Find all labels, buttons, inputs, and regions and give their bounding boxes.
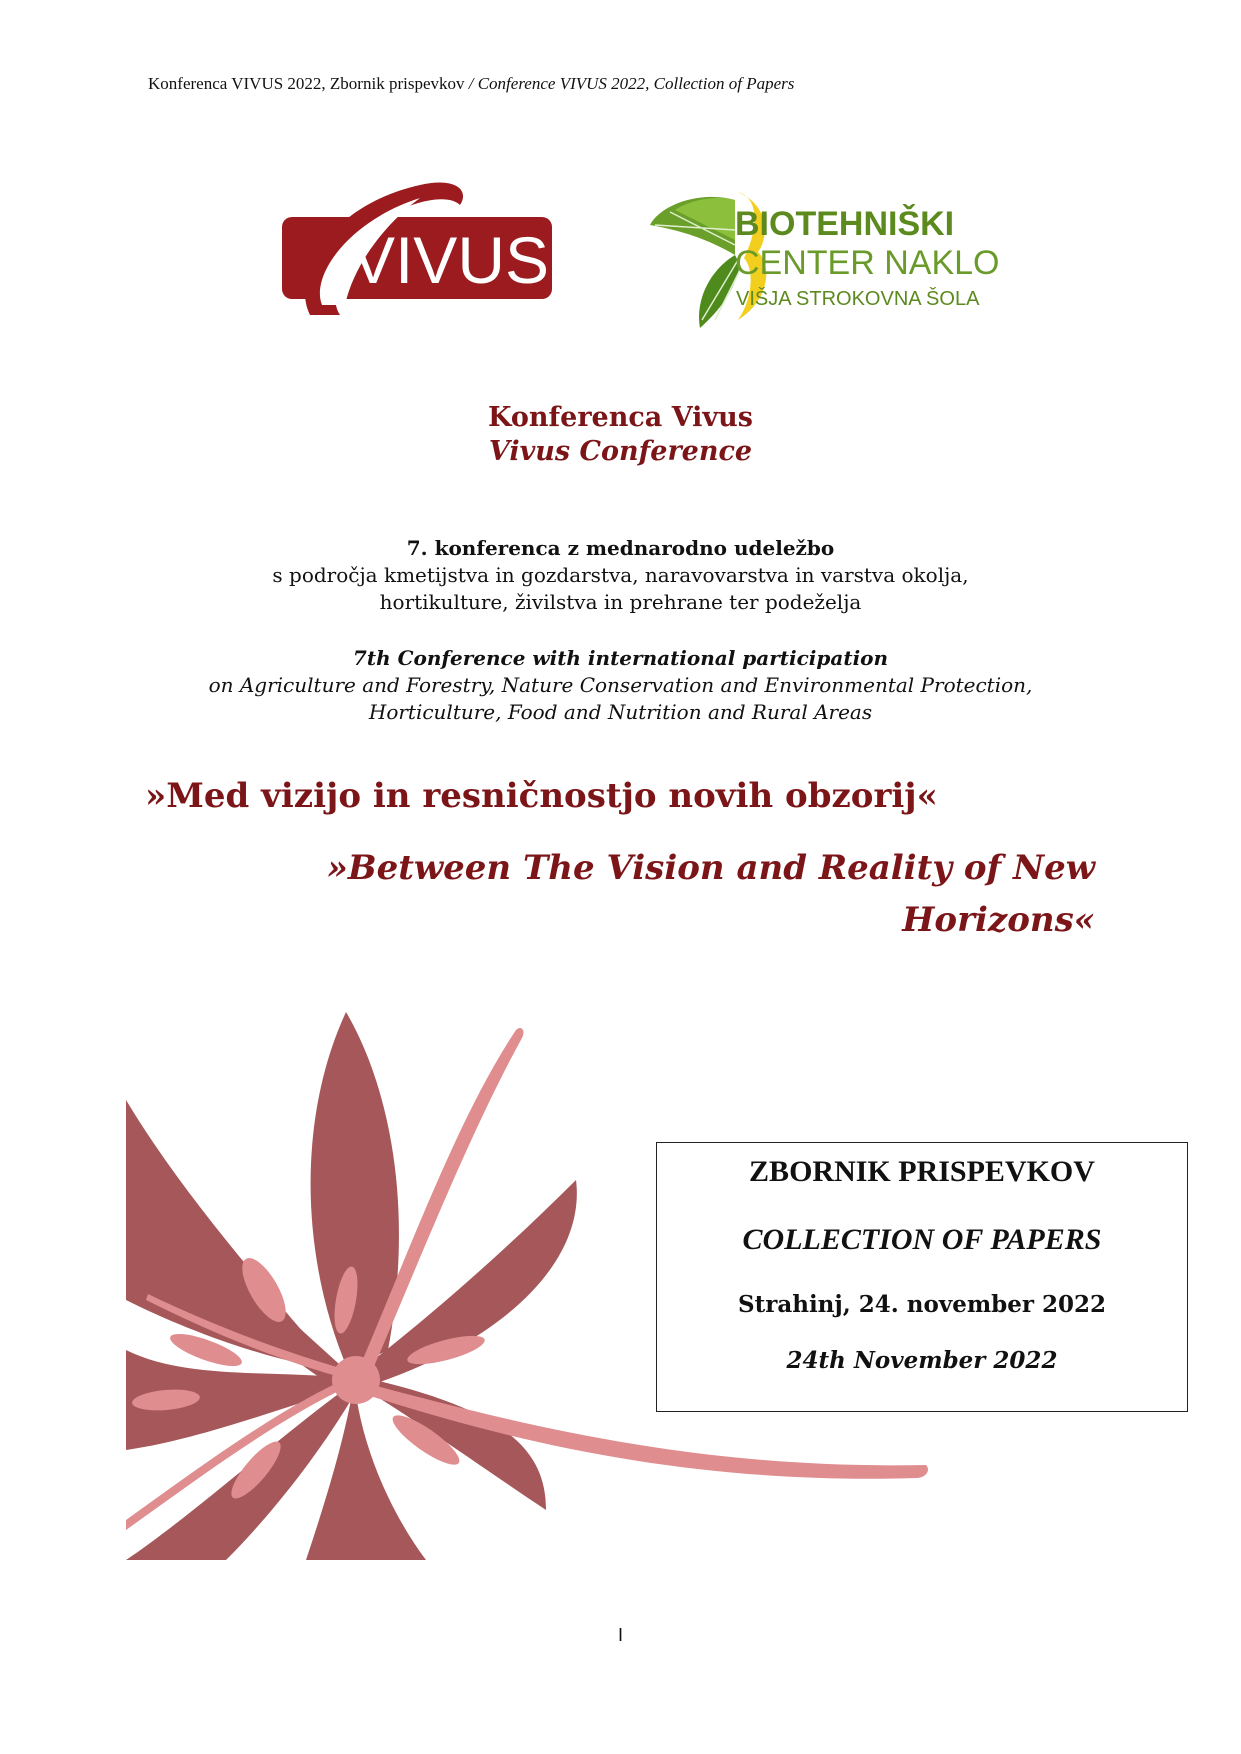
motto-en: »Between The Vision and Reality of New Horizons« — [326, 848, 1095, 940]
motto-sl: »Med vizijo in resničnostjo novih obzorij« — [145, 776, 938, 816]
biotehniski-logo-line1: BIOTEHNIŠKI — [735, 205, 955, 243]
subtitle-sl-line2: s področja kmetijstva in gozdarstva, naravovarstva in varstva okolja, — [272, 563, 969, 587]
subtitle-en-line2: on Agriculture and Forestry, Nature Conservation and Environmental Protection, — [208, 673, 1033, 697]
running-header-sl: Konferenca VIVUS 2022, Zbornik prispevkov — [148, 74, 465, 93]
running-header-separator: / — [464, 74, 478, 93]
biotehniski-logo — [640, 170, 1000, 330]
title-box — [656, 1142, 1188, 1412]
conference-title-en: Vivus Conference — [488, 436, 753, 467]
box-title-en: COLLECTION OF PAPERS — [742, 1223, 1102, 1256]
subtitle-sl-line3: hortikulture, živilstva in prehrane ter podeželja — [379, 590, 862, 614]
subtitle-en-line1: 7th Conference with international participation — [352, 646, 889, 670]
biotehniski-logo-line3: VIŠJA STROKOVNA ŠOLA — [736, 288, 980, 310]
subtitle-en-line3: Horticulture, Food and Nutrition and Rural Areas — [368, 700, 873, 724]
subtitle-sl-line1: 7. konferenca z mednarodno udeležbo — [406, 536, 835, 560]
page-number: I — [617, 1625, 623, 1645]
running-header-en: Conference VIVUS 2022, Collection of Papers — [477, 74, 795, 93]
vivus-logo-text: VIVUS — [350, 223, 550, 297]
box-date-sl: Strahinj, 24. november 2022 — [737, 1291, 1107, 1318]
box-date-en: 24th November 2022 — [786, 1347, 1058, 1374]
vivus-logo — [270, 165, 570, 325]
running-header — [148, 74, 794, 94]
biotehniski-logo-line2: CENTER NAKLO — [735, 244, 1000, 282]
conference-title-sl: Konferenca Vivus — [488, 402, 753, 433]
box-title-sl: ZBORNIK PRISPEVKOV — [749, 1155, 1095, 1188]
